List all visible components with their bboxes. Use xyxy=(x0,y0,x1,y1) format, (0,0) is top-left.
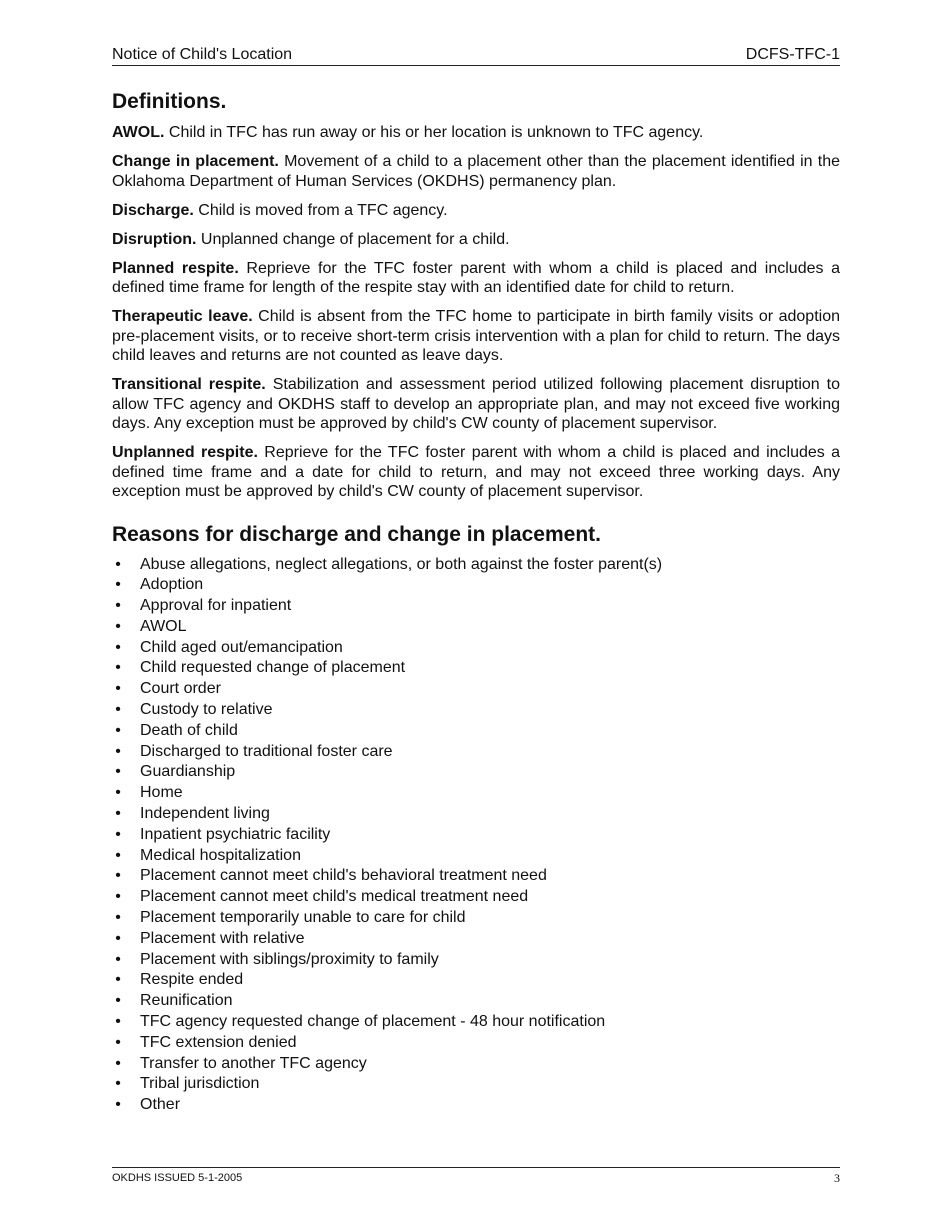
reason-item xyxy=(112,908,840,929)
bullet-icon: • xyxy=(115,805,121,823)
definition-item xyxy=(112,201,840,221)
reason-text: Child aged out/emancipation xyxy=(140,638,343,656)
reason-text: Death of child xyxy=(140,721,238,739)
reason-text: Tribal jurisdiction xyxy=(140,1075,260,1093)
page-number: 3 xyxy=(834,1171,840,1185)
bullet-icon: • xyxy=(115,888,121,906)
definition-item xyxy=(112,123,840,143)
reasons-heading: Reasons for discharge and change in placement. xyxy=(112,522,601,546)
bullet-icon: • xyxy=(115,1033,121,1051)
reason-text: Placement temporarily unable to care for child xyxy=(140,909,466,927)
reason-item xyxy=(112,1074,840,1095)
reason-item xyxy=(112,575,840,596)
bullet-icon: • xyxy=(115,1096,121,1114)
reason-item xyxy=(112,1012,840,1033)
definition-item xyxy=(112,375,840,434)
definition-term: Unplanned respite. xyxy=(112,444,258,461)
bullet-icon: • xyxy=(115,950,121,968)
bullet-icon: • xyxy=(115,846,121,864)
reason-item xyxy=(112,846,840,867)
reason-item xyxy=(112,617,840,638)
definition-item xyxy=(112,443,840,502)
reason-item xyxy=(112,866,840,887)
definition-text: Child is moved from a TFC agency. xyxy=(198,201,448,219)
reason-item xyxy=(112,991,840,1012)
reason-text: Placement cannot meet child's medical treatment need xyxy=(140,888,529,906)
reason-text: Independent living xyxy=(140,805,270,823)
bullet-icon: • xyxy=(115,659,121,677)
reason-text: Placement with relative xyxy=(140,929,305,947)
reason-text: Approval for inpatient xyxy=(140,597,292,615)
reason-item xyxy=(112,596,840,617)
bullet-icon: • xyxy=(115,742,121,760)
definition-term: Discharge. xyxy=(112,201,194,219)
bullet-icon: • xyxy=(115,929,121,947)
bullet-icon: • xyxy=(115,576,121,594)
definitions-heading: Definitions. xyxy=(112,90,227,113)
bullet-icon: • xyxy=(115,701,121,719)
reason-text: TFC extension denied xyxy=(140,1033,297,1051)
reason-item xyxy=(112,555,840,576)
bullet-icon: • xyxy=(115,617,121,635)
definition-item xyxy=(112,307,840,366)
definition-term: Transitional respite. xyxy=(112,376,266,393)
bullet-icon: • xyxy=(115,1075,121,1093)
definition-term: Therapeutic leave. xyxy=(112,308,253,325)
bullet-icon: • xyxy=(115,867,121,885)
definition-term: Disruption. xyxy=(112,230,197,248)
definition-term: Planned respite. xyxy=(112,259,239,277)
page-footer xyxy=(112,1167,840,1187)
definition-text: Stabilization and assessment period utilized following placement disruption to allow TFC agency and OKDHS staff to develop an appropriate plan, and may not exceed five working days. Any exception must be approved by child's CW county of placement supervisor. xyxy=(112,376,841,432)
definition-text: Unplanned change of placement for a child. xyxy=(200,230,510,248)
header-title: Notice of Child's Location xyxy=(112,46,293,63)
reason-item xyxy=(112,679,840,700)
reason-item xyxy=(112,970,840,991)
definitions-list xyxy=(112,123,840,502)
bullet-icon: • xyxy=(115,992,121,1010)
reason-item xyxy=(112,742,840,763)
bullet-icon: • xyxy=(115,1013,121,1031)
definition-text: Reprieve for the TFC foster parent with whom a child is placed and includes a defined time frame and a date for child to return, and may not exceed three working days. Any exception must be approved by child's CW county of placement supervisor. xyxy=(112,444,841,500)
reason-item xyxy=(112,762,840,783)
reason-text: Discharged to traditional foster care xyxy=(140,742,393,760)
reason-item xyxy=(112,721,840,742)
reason-item xyxy=(112,804,840,825)
reason-item xyxy=(112,700,840,721)
page-header xyxy=(112,44,840,66)
definition-item xyxy=(112,152,840,191)
reason-item xyxy=(112,1095,840,1116)
definition-text: Reprieve for the TFC foster parent with whom a child is placed and includes a defined time frame for length of the respite stay with an identified date for child to return. xyxy=(112,259,841,296)
definition-term: AWOL. xyxy=(112,124,165,141)
reason-text: Placement with siblings/proximity to family xyxy=(140,950,439,968)
reason-item xyxy=(112,929,840,950)
reason-text: Abuse allegations, neglect allegations, or both against the foster parent(s) xyxy=(140,555,663,573)
bullet-icon: • xyxy=(115,825,121,843)
reason-text: TFC agency requested change of placement - 48 hour notification xyxy=(140,1013,606,1031)
definition-item xyxy=(112,259,840,298)
reason-text: Other xyxy=(140,1096,181,1114)
reason-item xyxy=(112,825,840,846)
reason-text: Home xyxy=(140,784,183,802)
reasons-list xyxy=(112,555,840,1117)
bullet-icon: • xyxy=(115,638,121,656)
definition-text: Child in TFC has run away or his or her location is unknown to TFC agency. xyxy=(168,124,704,141)
reason-text: AWOL xyxy=(140,617,187,635)
bullet-icon: • xyxy=(115,597,121,615)
reason-text: Respite ended xyxy=(140,971,244,989)
reason-item xyxy=(112,1033,840,1054)
bullet-icon: • xyxy=(115,1054,121,1072)
reason-text: Adoption xyxy=(140,576,204,594)
bullet-icon: • xyxy=(115,971,121,989)
bullet-icon: • xyxy=(115,555,121,573)
reason-text: Medical hospitalization xyxy=(140,846,301,864)
bullet-icon: • xyxy=(115,680,121,698)
reason-text: Guardianship xyxy=(140,763,236,781)
bullet-icon: • xyxy=(115,909,121,927)
reason-text: Reunification xyxy=(140,992,233,1010)
reason-item xyxy=(112,887,840,908)
reason-item xyxy=(112,638,840,659)
reason-item xyxy=(112,783,840,804)
reason-text: Court order xyxy=(140,680,221,698)
reason-item xyxy=(112,1054,840,1075)
form-id: DCFS-TFC-1 xyxy=(745,46,840,63)
bullet-icon: • xyxy=(115,763,121,781)
reason-text: Transfer to another TFC agency xyxy=(140,1054,367,1072)
bullet-icon: • xyxy=(115,784,121,802)
document-body xyxy=(112,88,840,1116)
reason-text: Custody to relative xyxy=(140,701,273,719)
bullet-icon: • xyxy=(115,721,121,739)
definition-text: Movement of a child to a placement other than the placement identified in the Oklahoma Department of Human Services (OKDHS) permanency plan. xyxy=(112,153,840,190)
definition-text: Child is absent from the TFC home to participate in birth family visits or adoption pre-placement visits, or to receive short-term crisis intervention with a plan for child to return. The days child leaves and returns are not counted as leave days. xyxy=(112,308,840,364)
reason-item xyxy=(112,950,840,971)
definition-term: Change in placement. xyxy=(112,153,279,170)
definition-item xyxy=(112,230,840,250)
reason-text: Child requested change of placement xyxy=(140,659,406,677)
issued-date: OKDHS ISSUED 5-1-2005 xyxy=(112,1172,243,1184)
reason-text: Placement cannot meet child's behavioral treatment need xyxy=(140,867,547,885)
reason-text: Inpatient psychiatric facility xyxy=(140,825,331,843)
reason-item xyxy=(112,658,840,679)
